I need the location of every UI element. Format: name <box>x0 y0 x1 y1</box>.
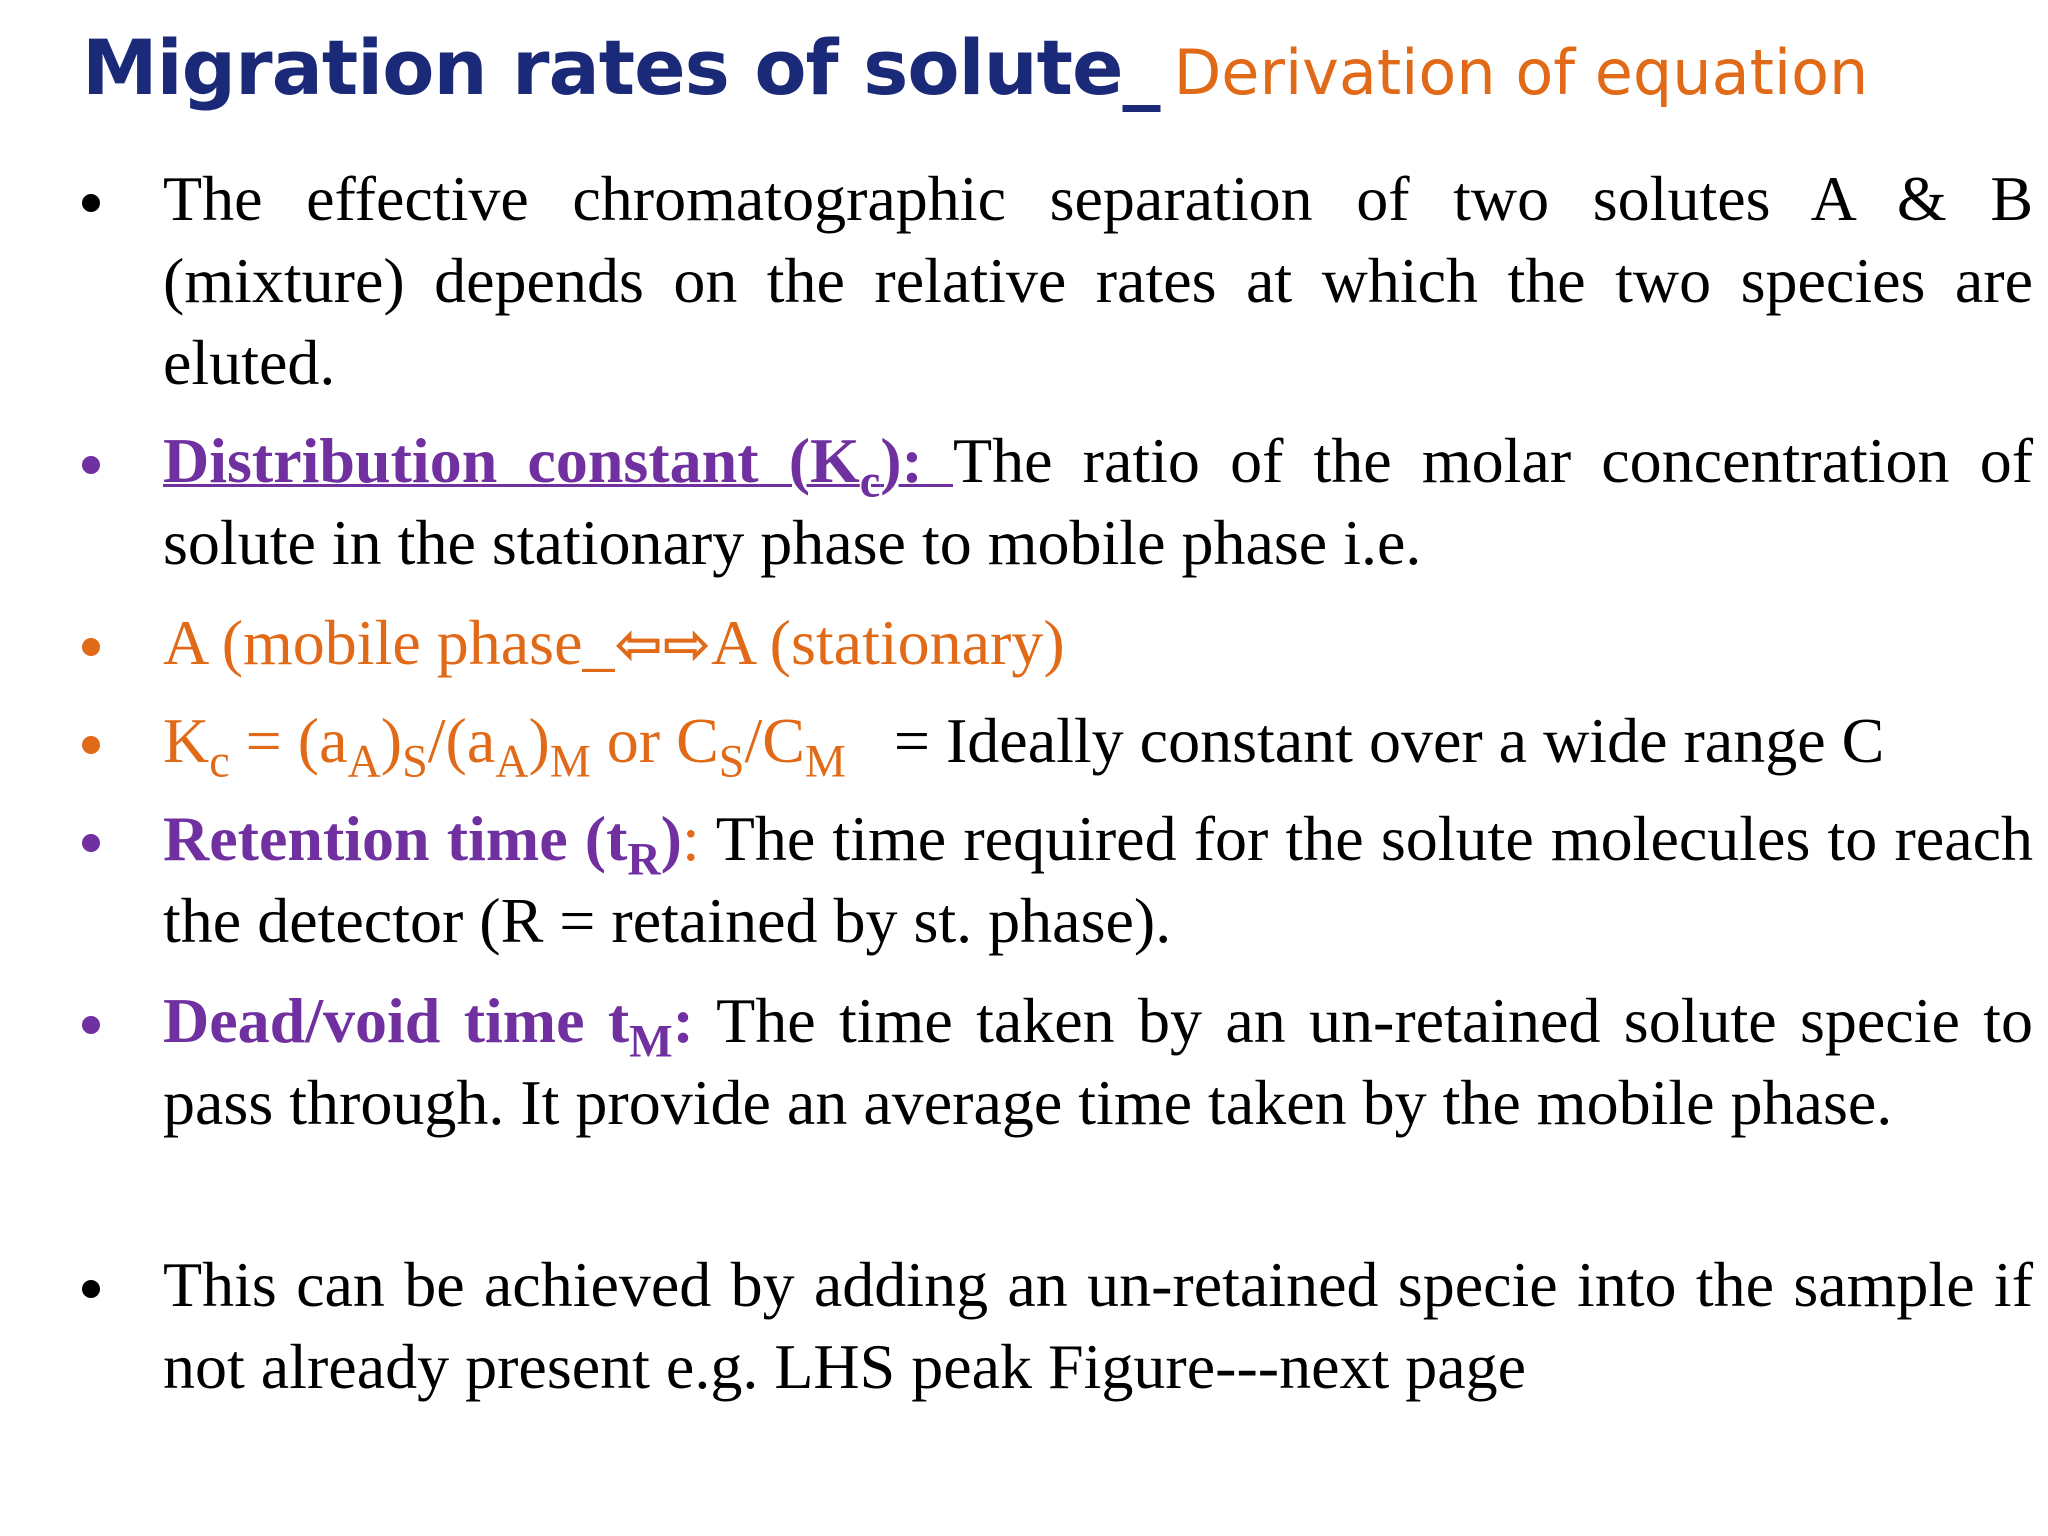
distribution-constant-term: Distribution constant $(K_c)$: <box>163 425 953 507</box>
equilibrium-left: A (mobile phase_ <box>163 607 615 678</box>
bullet-marker <box>82 1016 100 1034</box>
dead-time-term: Dead/void time $t_M$: <box>163 985 694 1067</box>
kc-equation-tail: = Ideally constant over a wide range C <box>845 705 1885 776</box>
bullet-equilibrium <box>163 602 2033 686</box>
bullet-marker <box>82 834 100 852</box>
retention-time-term: Retention time $(t_R)$ <box>163 803 682 885</box>
bullet-text: The time taken by an un-retained solute specie to pass through. It provide an average time taken by the mobile phase. <box>163 985 2034 1138</box>
bullet-kc-equation <box>163 700 2033 787</box>
title-main: Migration rates of solute_ <box>82 23 1160 112</box>
bullet-retention-time <box>163 798 2033 962</box>
bullet-marker <box>82 638 100 656</box>
title-subtitle: Derivation of equation <box>1173 36 1869 109</box>
bullet-marker <box>82 736 100 754</box>
bullet-dead-time <box>163 980 2033 1144</box>
bullet-text: The time required for the solute molecules to reach the detector (R = retained by st. phase). <box>163 803 2034 956</box>
bullet-text: The effective chromatographic separation of two solutes A & B (mixture) depends on the relative rates at which the two species are eluted. <box>163 163 2033 398</box>
kc-equation: $K_c = (a_A)_S/(a_A)_M$ or $C_S/C_M$ <box>163 705 846 787</box>
bullet-text: The ratio of the molar concentration of solute in the stationary phase to mobile phase i.e. <box>163 425 2033 578</box>
double-arrow-icon: ⇦⇨ <box>614 611 711 678</box>
bullet-distribution-constant <box>163 420 2033 584</box>
bullet-marker <box>82 194 100 212</box>
equilibrium-right: A (stationary) <box>710 607 1065 678</box>
bullet-marker <box>82 1280 100 1298</box>
bullet-text: This can be achieved by adding an un-retained specie into the sample if not already present e.g. LHS peak Figure---next page <box>163 1249 2033 1402</box>
bullet-unretained-specie <box>163 1244 2033 1408</box>
bullet-effective-separation <box>163 158 2033 404</box>
retention-time-colon: : <box>681 803 700 874</box>
bullet-marker <box>82 456 100 474</box>
